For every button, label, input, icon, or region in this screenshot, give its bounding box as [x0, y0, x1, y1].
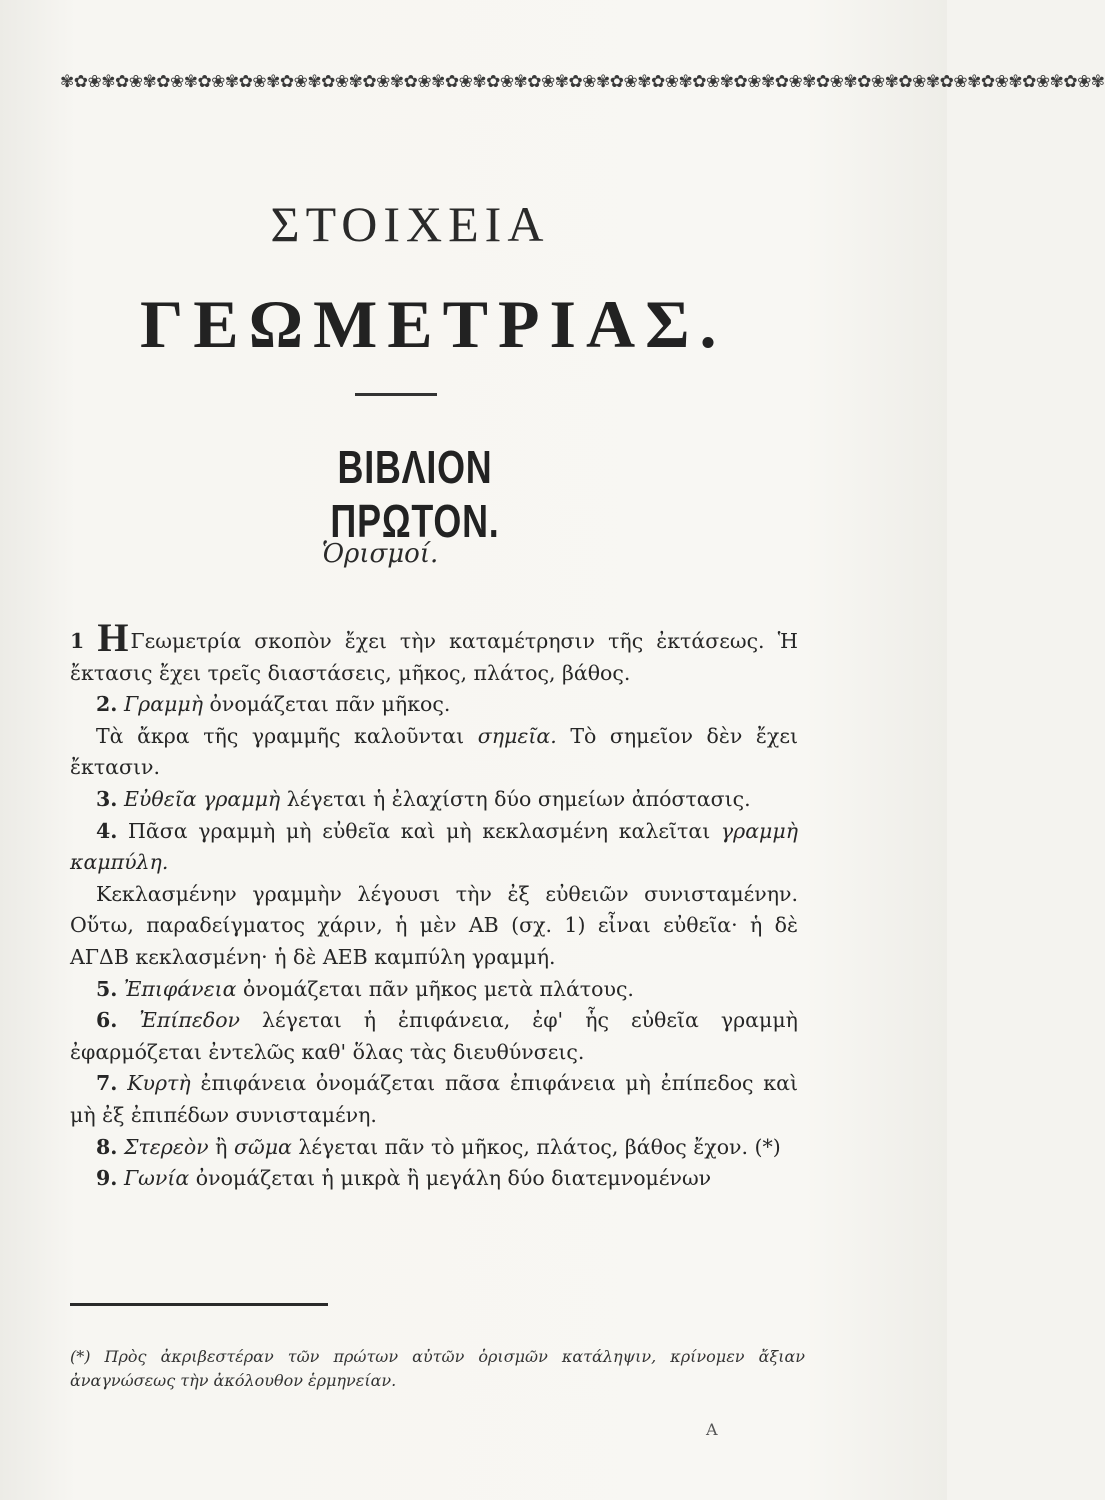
footnote — [70, 1345, 805, 1393]
definition-term: Εὐθεῖα γραμμὴ — [123, 786, 281, 811]
footnote-text: (*) Πρὸς ἀκριβεστέραν τῶν πρώτων αὐτῶν ὁρισμῶν κατάληψιν, κρίνομεν ἄξιαν ἀναγνώσεως τὴν ἀκόλουθον ἑρμηνείαν. — [70, 1347, 805, 1390]
definition-term: σημεῖα. — [477, 723, 557, 748]
definition-text: Τὰ ἄκρα τῆς γραμμῆς καλοῦνται — [96, 723, 465, 748]
definition-text: λέγεται ἡ ἐλαχίστη δύο σημείων ἀπόστασις. — [286, 786, 751, 811]
definition-9 — [70, 1163, 798, 1195]
definition-term: Ἐπιφάνεια — [123, 976, 237, 1001]
decorative-border: ✾✿❀✾✿❀✾✿❀✾✿❀✾✿❀✾✿❀✾✿❀✾✿❀✾✿❀✾✿❀✾✿❀✾✿❀✾✿❀✾✿❀✾✿❀✾✿❀✾✿❀✾✿❀✾✿❀✾✿❀✾✿❀✾✿❀✾✿❀✾✿❀✾✿❀✾ — [60, 72, 1105, 92]
definition-6 — [70, 1005, 798, 1068]
definition-term: Ἐπίπεδον — [139, 1008, 241, 1033]
definition-number: 1 — [70, 629, 85, 653]
definition-text: Γεωμετρία σκοπὸν ἔχει τὴν καταμέτρησιν τῆς ἐκτάσεως. Ἡ ἔκτασις ἔχει τρεῖς διαστάσεις, μῆκος, πλάτος, βάθος. — [70, 629, 798, 685]
definition-number: 3. — [96, 786, 118, 811]
definition-number: 6. — [96, 1008, 118, 1033]
definition-number: 8. — [96, 1134, 118, 1159]
signature-mark: A — [706, 1420, 718, 1439]
definition-term: Στερεὸν — [123, 1134, 209, 1159]
title-divider — [355, 393, 437, 396]
definition-term: Κυρτὴ — [127, 1071, 191, 1096]
definition-number: 2. — [96, 692, 118, 717]
definition-text: ἢ — [215, 1134, 228, 1159]
title-line-2: ΓΕΩΜΕΤΡΙΑΣ. — [140, 286, 727, 362]
definition-term: Γραμμὴ — [123, 692, 203, 717]
definition-number: 4. — [96, 818, 118, 843]
section-heading: Ὁρισμοί. — [321, 539, 439, 569]
definition-8 — [70, 1132, 798, 1164]
definition-text: λέγεται ἡ ἐπιφάνεια, ἐφ' ἧς εὐθεῖα γραμμὴ ἐφαρμόζεται ἐντελῶς καθ' ὅλας τὰς διευθύνσεις. — [70, 1008, 798, 1064]
definition-4 — [70, 816, 798, 879]
definition-number: 9. — [96, 1166, 118, 1191]
definition-term: γραμμὴ καμπύλη. — [70, 818, 798, 875]
definition-text: ὀνομάζεται πᾶν μῆκος. — [209, 692, 451, 717]
definition-1 — [70, 615, 798, 689]
definition-7 — [70, 1068, 798, 1131]
definition-number: 5. — [96, 976, 118, 1001]
definition-5 — [70, 974, 798, 1006]
definition-number: 7. — [96, 1071, 118, 1096]
drop-cap: Η — [97, 615, 129, 660]
definition-text: Τὸ σημεῖον δὲν ἔχει ἔκτασιν. — [70, 723, 798, 780]
definition-text: ὀνομάζεται πᾶν μῆκος μετὰ πλάτους. — [243, 976, 634, 1001]
book-title: ΒΙΒΛΙΟΝ ΠΡΩΤΟΝ. — [330, 441, 500, 547]
definitions-body — [70, 615, 798, 1195]
definition-2-continued — [70, 721, 798, 784]
title-line-1: ΣΤΟΙΧΕΙΑ — [270, 196, 550, 252]
definition-text: Κεκλασμένην γραμμὴν λέγουσι τὴν ἐξ εὐθειῶν συνισταμένην. Οὕτω, παραδείγματος χάριν, ἡ μὲν ΑΒ (σχ. 1) εἶναι εὐθεῖα· ἡ δὲ ΑΓΔΒ κεκλασμένη· ἡ δὲ ΑΕΒ καμπύλη γραμμή. — [70, 881, 798, 969]
definition-text: λέγεται πᾶν τὸ μῆκος, πλάτος, βάθος ἔχον. (*) — [298, 1134, 781, 1159]
definition-text: ἐπιφάνεια ὀνομάζεται πᾶσα ἐπιφάνεια μὴ ἐπίπεδος καὶ μὴ ἐξ ἐπιπέδων συνισταμένη. — [70, 1071, 798, 1127]
definition-2 — [70, 689, 798, 721]
definition-3 — [70, 784, 798, 816]
definition-text: ὀνομάζεται ἡ μικρὰ ἢ μεγάλη δύο διατεμνομένων — [195, 1166, 712, 1191]
definition-4-continued — [70, 879, 798, 974]
definition-term: Γωνία — [123, 1166, 190, 1191]
definition-term: σῶμα — [234, 1134, 292, 1159]
footnote-divider — [70, 1303, 328, 1306]
definition-text: Πᾶσα γραμμὴ μὴ εὐθεῖα καὶ μὴ κεκλασμένη καλεῖται — [128, 818, 711, 843]
